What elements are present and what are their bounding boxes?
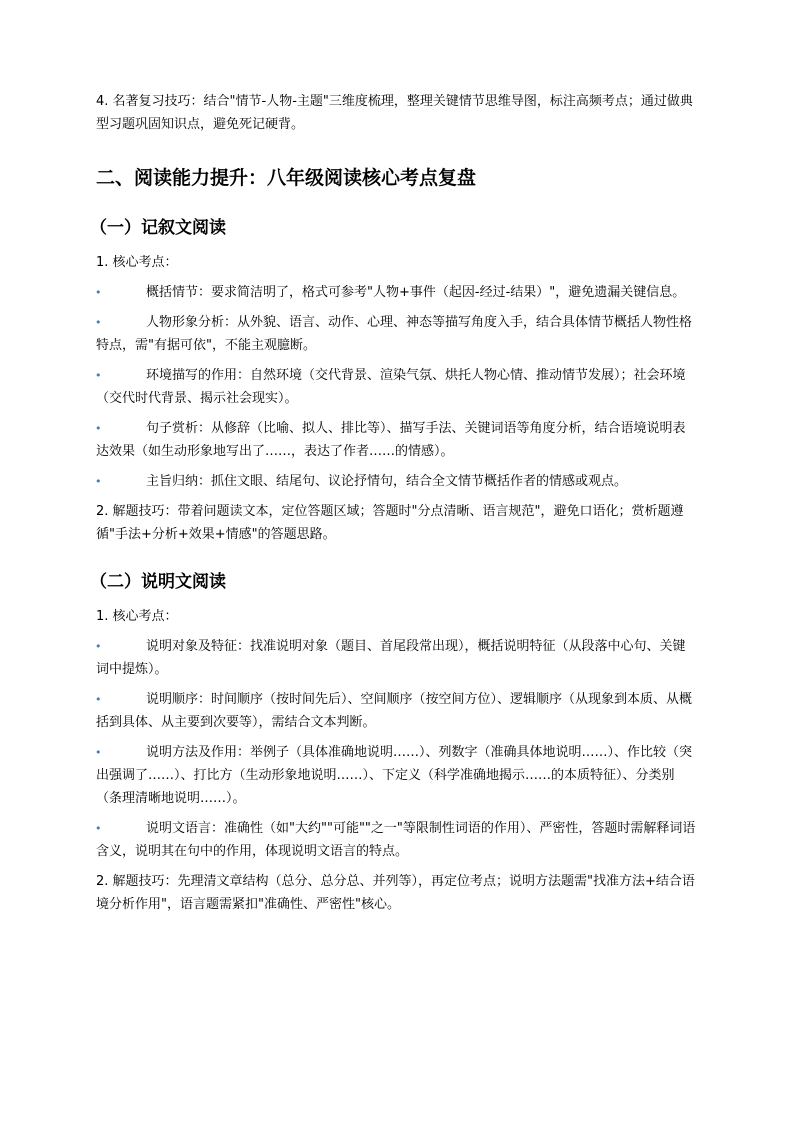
expository-bullet: • 说明文语言：准确性（如"大约""可能""之一"等限制性词语的作用）、严密性，答题时需解释词语含义，说明其在句中的作用，体现说明文语言的特点。 <box>96 817 698 863</box>
expository-bullet: • 说明对象及特征：找准说明对象（题目、首尾段常出现），概括说明特征（从段落中心句、关键词中提炼）。 <box>96 635 698 681</box>
expository-core-label: 1. 核心考点： <box>96 609 178 624</box>
section-heading-reading: 二、阅读能力提升：八年级阅读核心考点复盘 <box>96 167 477 189</box>
narrative-bullet: • 环境描写的作用：自然环境（交代背景、渲染气氛、烘托人物心情、推动情节发展）；社会环境（交代时代背景、揭示社会现实）。 <box>96 364 698 410</box>
bullet-dot-icon: • <box>95 693 102 706</box>
expository-bullet: • 说明顺序：时间顺序（按时间先后）、空间顺序（按空间方位）、逻辑顺序（从现象到本质、从概括到具体、从主要到次要等），需结合文本判断。 <box>96 688 698 734</box>
narrative-bullet: • 人物形象分析：从外貌、语言、动作、心理、神态等描写角度入手，结合具体情节概括人物性格特点，需"有据可依"，不能主观臆断。 <box>96 311 698 357</box>
narrative-bullet: • 概括情节：要求简洁明了，格式可参考"人物+事件（起因-经过-结果）"，避免遗漏关键信息。 <box>96 281 698 304</box>
bullet-dot-icon: • <box>95 746 102 759</box>
bullet-dot-icon: • <box>95 640 102 653</box>
narrative-bullet: • 主旨归纳：抓住文眼、结尾句、议论抒情句，结合全文情节概括作者的情感或观点。 <box>96 470 698 493</box>
narrative-core-label: 1. 核心考点： <box>96 255 178 270</box>
bullet-dot-icon: • <box>95 822 102 835</box>
bullet-dot-icon: • <box>95 316 102 329</box>
document-page <box>90 90 698 923</box>
expository-bullet: • 说明方法及作用：举例子（具体准确地说明……）、列数字（准确具体地说明……）、作比较（突出强调了……）、打比方（生动形象地说明……）、下定义（科学准确地揭示……的本质特征）、分类别（条理清晰地说明……）。 <box>96 741 698 810</box>
subheading-narrative: （一）记叙文阅读 <box>90 218 226 238</box>
narrative-tips: 2. 解题技巧：带着问题读文本，定位答题区域；答题时"分点清晰、语言规范"，避免口语化；赏析题遵循"手法+分析+效果+情感"的答题思路。 <box>96 504 684 542</box>
narrative-bullet: • 句子赏析：从修辞（比喻、拟人、排比等）、描写手法、关键词语等角度分析，结合语境说明表达效果（如生动形象地写出了……，表达了作者……的情感）。 <box>96 417 698 463</box>
bullet-dot-icon: • <box>95 422 102 435</box>
classic-review-tip: 4. 名著复习技巧：结合"情节-人物-主题"三维度梳理，整理关键情节思维导图，标注高频考点；通过做典型习题巩固知识点，避免死记硬背。 <box>96 94 693 132</box>
bullet-dot-icon: • <box>95 475 102 488</box>
bullet-dot-icon: • <box>95 369 102 382</box>
subheading-expository: （二）说明文阅读 <box>90 572 226 592</box>
bullet-dot-icon: • <box>95 286 102 299</box>
expository-tips: 2. 解题技巧：先理清文章结构（总分、总分总、并列等），再定位考点；说明方法题需"找准方法+结合语境分析作用"，语言题需紧扣"准确性、严密性"核心。 <box>96 874 695 912</box>
